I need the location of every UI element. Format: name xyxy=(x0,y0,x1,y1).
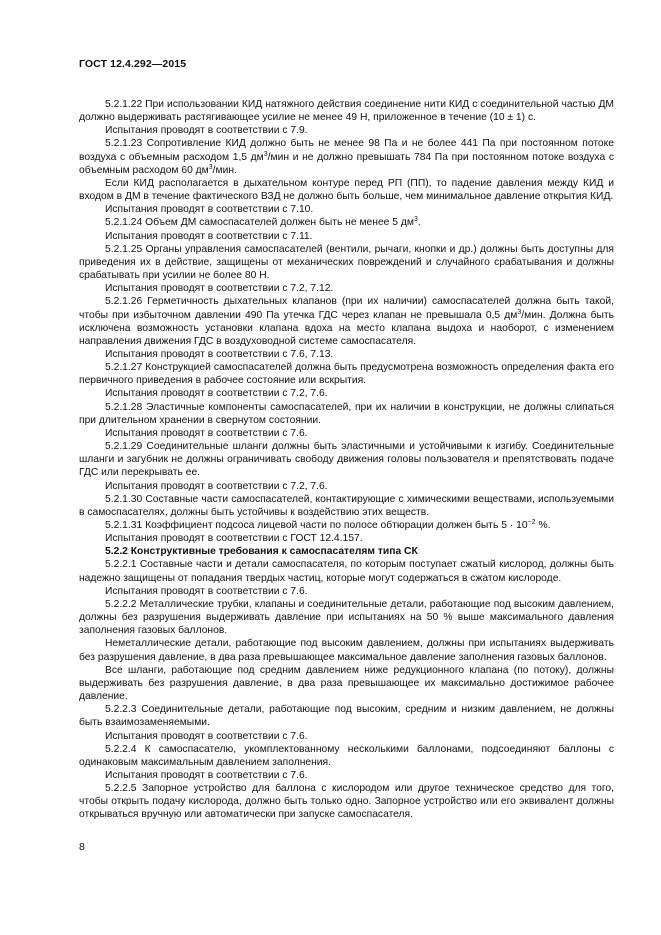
text-run: Если КИД располагается в дыхательном контуре перед РП (ПП), то падение давления между КИД и входом в ДМ в течение фактического ВЗД не должно быть больше, чем минимальное давление открытия КИД. xyxy=(79,177,614,203)
paragraph xyxy=(79,598,614,637)
text-run: 5.2.2.1 Составные части и детали самоспасателя, по которым поступает сжатый кислород, должны быть надежно защищены от попадания твердых частиц, которые могут содержаться в сжатом кислороде. xyxy=(79,559,614,584)
text-run: Испытания проводят в соответствии с 7.2, 7.6. xyxy=(105,480,328,492)
superscript: −2 xyxy=(527,519,536,526)
paragraph xyxy=(79,519,614,532)
paragraph xyxy=(79,730,614,743)
text-run: . xyxy=(417,217,421,229)
paragraph xyxy=(79,124,614,137)
text-run: 5.2.2.4 К самоспасателю, укомплектованному несколькими баллонами, подсоединяют баллоны с одинаковым максимальным давлением заполнения. xyxy=(79,743,614,768)
paragraph xyxy=(79,558,614,584)
paragraph xyxy=(79,769,614,782)
paragraph xyxy=(79,203,614,216)
superscript: 3 xyxy=(413,216,418,224)
text-run: /мин. Должна быть исключена возможность установки клапана вдоха на место клапана выдоха и наоборот, с изменением направления движения ГДС в воздуховодной системе самоспасателя. xyxy=(79,309,615,347)
paragraph xyxy=(79,177,614,203)
text-run: Испытания проводят в соответствии с 7.6. xyxy=(105,730,308,742)
text-run: 5.2.2.2 Металлические трубки, клапаны и соединительные детали, работающие под высоким давлением, должны без разрушения выдерживать давление при испытаниях на 50 % выше максимального давления заполнения газовых баллонов. xyxy=(79,598,614,637)
paragraph xyxy=(79,664,614,703)
paragraph xyxy=(79,585,614,598)
document-header: ГОСТ 12.4.292—2015 xyxy=(79,58,187,70)
page-number: 8 xyxy=(79,841,85,853)
paragraph xyxy=(79,427,614,440)
paragraph xyxy=(79,637,614,663)
text-run: Испытания проводят в соответствии с 7.6. xyxy=(105,427,308,439)
paragraph xyxy=(79,295,614,348)
text-run: Испытания проводят в соответствии с 7.6. xyxy=(105,769,308,781)
text-run: %. xyxy=(535,520,551,531)
text-run: 5.2.1.27 Конструкцией самоспасателей должна быть предусмотрена возможность определения факта его первичного приведения в рабочее состояние или вскрытия. xyxy=(79,362,614,387)
text-run: 5.2.1.30 Составные части самоспасателей, контактирующие с химическими веществами, используемыми в самоспасателях, должны быть устойчивы к воздействию этих веществ. xyxy=(79,493,614,518)
text-run: 5.2.2 Конструктивные требования к самоспасателям типа СК xyxy=(105,546,418,558)
paragraph xyxy=(79,703,614,729)
text-run: Неметаллические детали, работающие под высоким давлением, должны при испытаниях выдерживать без разрушения давление, в два раза превышающее максимальное давление заполнения газовых баллонов. xyxy=(79,638,614,663)
paragraph xyxy=(79,493,614,519)
text-run: 5.2.2.5 Запорное устройство для баллона с кислородом или другое техническое средство для того, чтобы открыть подачу кислорода, должно быть только одно. Запорное устройство или его эквивалент должны открываться вручную или автоматически при запуске самоспасателя. xyxy=(79,783,614,821)
text-run: Испытания проводят в соответствии с 7.2, 7.12. xyxy=(105,283,334,295)
text-run: 5.2.1.22 При использовании КИД натяжного действия соединение нити КИД с соединительной частью ДМ должно выдерживать растягивающее усилие не менее 49 Н, приложенное в течение (10 ± 1) с. xyxy=(79,99,614,124)
paragraph xyxy=(79,401,614,427)
section-heading xyxy=(79,545,614,558)
paragraph xyxy=(79,348,614,361)
text-run: Испытания проводят в соответствии с 7.11. xyxy=(105,230,313,242)
paragraph xyxy=(79,782,614,821)
paragraph xyxy=(79,440,614,479)
text-run: 5.2.1.31 Коэффициент подсоса лицевой части по полосе обтюрации должен быть 5 · 10 xyxy=(105,520,528,531)
text-run: /мин. xyxy=(212,164,237,176)
paragraph xyxy=(79,361,614,387)
text-run: 5.2.1.24 Объем ДМ самоспасателей должен быть не менее 5 дм xyxy=(105,217,414,229)
paragraph xyxy=(79,243,614,282)
text-run: 5.2.1.23 Сопротивление КИД должно быть не менее 98 Па и не более 441 Па при постоянном потоке воздуха с объемным расходом 1,5 дм xyxy=(79,138,614,163)
text-run: 5.2.1.29 Соединительные шланги должны быть эластичными и устойчивыми к изгибу. Соединительные шланги и загубник не должны ограничивать свободу движения головы пользователя и препятствовать подаче ГДС или перекрывать ее. xyxy=(79,441,614,479)
text-run: /мин и не должно превышать 784 Па при постоянном потоке воздуха с объемным расходом 60 дм xyxy=(79,151,614,176)
text-run: 5.2.1.25 Органы управления самоспасателей (вентили, рычаги, кнопки и др.) должны быть доступны для приведения их в действие, защищены от механических повреждений и случайного срабатывания и должны срабатывать при усилии не более 80 Н. xyxy=(79,243,614,282)
document-body xyxy=(79,98,614,822)
paragraph xyxy=(79,282,614,295)
paragraph xyxy=(79,480,614,493)
paragraph xyxy=(79,216,614,229)
text-run: 5.2.1.26 Герметичность дыхательных клапанов (при их наличии) самоспасателей должна быть такой, чтобы при избыточном давлении 490 Па утечка ГДС через клапан не превышала 0,5 дм xyxy=(79,296,614,321)
text-run: 5.2.1.28 Эластичные компоненты самоспасателей, при их наличии в конструкции, не должны слипаться при длительном хранении в свернутом состоянии. xyxy=(79,401,614,426)
paragraph xyxy=(79,387,614,400)
text-run: Испытания проводят в соответствии с 7.6, 7.13. xyxy=(105,348,334,360)
paragraph xyxy=(79,230,614,243)
text-run: Испытания проводят в соответствии с 7.2, 7.6. xyxy=(105,388,328,400)
superscript: 3 xyxy=(517,308,522,316)
paragraph xyxy=(79,98,614,124)
text-run: Испытания проводят в соответствии с ГОСТ 12.4.157. xyxy=(105,533,363,545)
superscript: 3 xyxy=(208,163,213,171)
text-run: Все шланги, работающие под средним давлением ниже редукционного клапана (по потоку), должны выдерживать без разрушения давление, в два раза превышающее их максимально достижимое рабочее давление. xyxy=(79,664,614,703)
paragraph xyxy=(79,532,614,545)
text-run: Испытания проводят в соответствии с 7.6. xyxy=(105,585,308,597)
paragraph xyxy=(79,137,614,176)
text-run: Испытания проводят в соответствии с 7.10. xyxy=(105,204,314,216)
superscript: 3 xyxy=(263,150,268,158)
paragraph xyxy=(79,743,614,769)
text-run: 5.2.2.3 Соединительные детали, работающие под высоким, средним и низким давлением, не должны быть взаимозаменяемыми. xyxy=(79,704,614,729)
text-run: Испытания проводят в соответствии с 7.9. xyxy=(105,125,308,137)
